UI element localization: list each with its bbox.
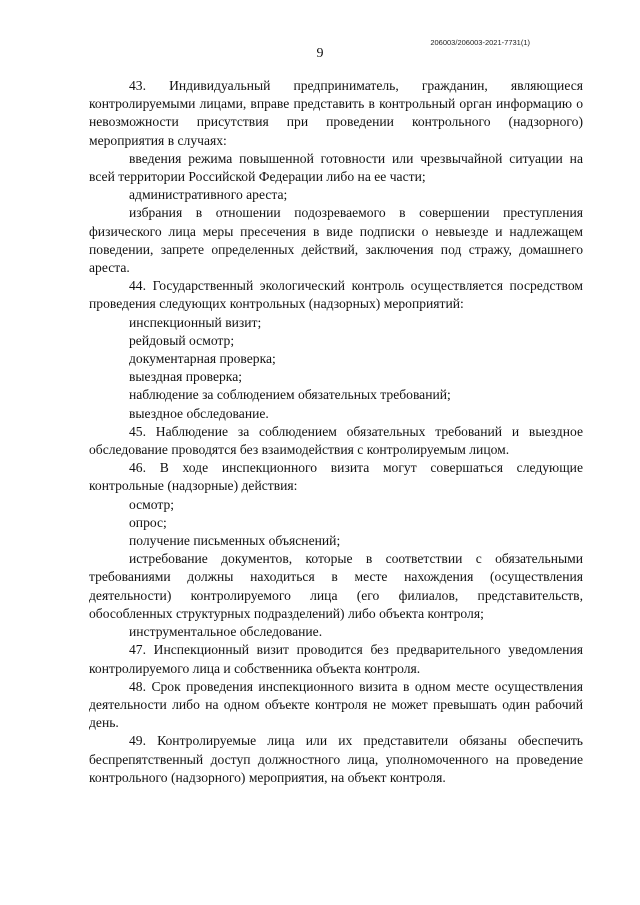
paragraph-48: 48. Срок проведения инспекционного визита в одном месте осуществления деятельности либо на одном объекте контроля не может превышать один рабочий день.: [89, 678, 583, 731]
paragraph-43: 43. Индивидуальный предприниматель, гражданин, являющиеся контролируемыми лицами, вправе представить в контрольный орган информацию о невозможности присутствия при проведении контрольного (надзорного) мероприятия в случаях:: [89, 78, 583, 148]
list-item: наблюдение за соблюдением обязательных требований;: [129, 387, 451, 403]
list-item: выездная проверка;: [129, 369, 242, 385]
list-item: документарная проверка;: [129, 351, 276, 367]
paragraph-45: 45. Наблюдение за соблюдением обязательных требований и выездное обследование проводятся без взаимодействия с контролируемым лицом.: [89, 423, 583, 458]
paragraph-44: 44. Государственный экологический контроль осуществляется посредством проведения следующих контрольных (надзорных) мероприятий:: [89, 278, 583, 312]
list-item: инструментальное обследование.: [129, 624, 323, 640]
list-item: административного ареста;: [129, 187, 288, 203]
list-item: рейдовый осмотр;: [129, 332, 235, 348]
list-item: инспекционный визит;: [129, 314, 262, 330]
list-item: выездное обследование.: [129, 405, 269, 421]
list-item: введения режима повышенной готовности или чрезвычайной ситуации на всей территории Российской Федерации либо на ее части;: [89, 150, 583, 185]
paragraph-49: 49. Контролируемые лица или их представители обязаны обеспечить беспрепятственный доступ должностного лица, уполномоченного на проведение контрольного (надзорного) мероприятия, на объект контроля.: [89, 733, 583, 785]
list-item: опрос;: [129, 514, 167, 530]
list-item: избрания в отношении подозреваемого в совершении преступления физического лица меры пресечения в виде подписки о невыезде и надлежащем поведении, запрете определенных действий, заключения под стражу, домашнего ареста.: [89, 205, 583, 276]
document-id: 206003/206003-2021-7731(1): [430, 38, 530, 47]
list-item: получение письменных объяснений;: [129, 533, 341, 549]
page-number: 9: [316, 46, 324, 61]
document-body: [89, 77, 583, 787]
paragraph-47: 47. Инспекционный визит проводится без предварительного уведомления контролируемого лица и собственника объекта контроля.: [89, 642, 583, 676]
paragraph-46: 46. В ходе инспекционного визита могут совершаться следующие контрольные (надзорные) действия:: [89, 460, 583, 494]
list-item: осмотр;: [129, 496, 175, 512]
list-item: истребование документов, которые в соответствии с обязательными требованиями должны находиться в месте нахождения (осуществления деятельности) контролируемого лица (его филиалов, представительств, обособленных структурных подразделений) либо объекта контроля;: [89, 551, 583, 621]
